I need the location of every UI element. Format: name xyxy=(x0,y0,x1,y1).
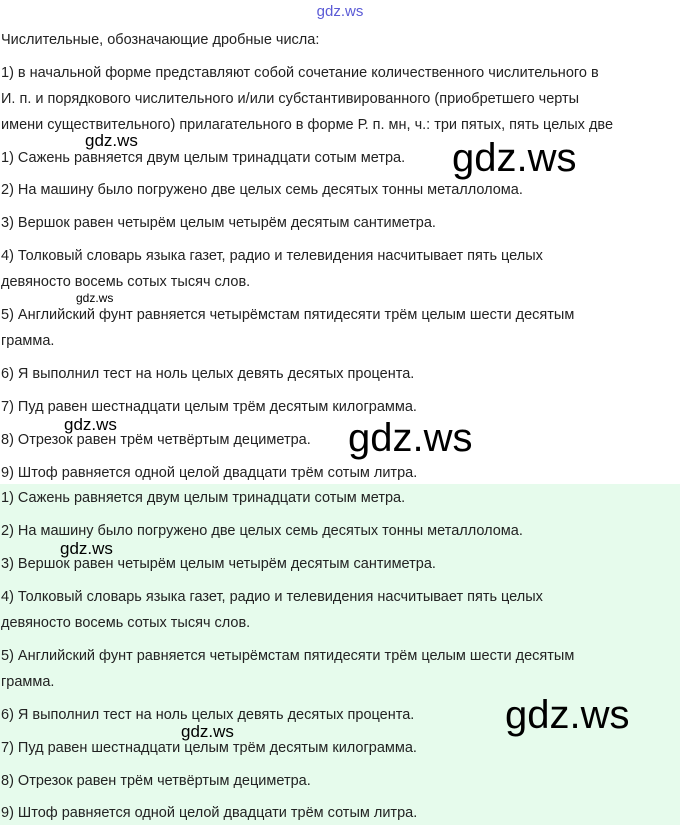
rule-line: И. п. и порядкового числительного и/или субстантивированного (приобретшего черты xyxy=(1,91,580,107)
rule-line: имени существительного) прилагательного в форме Р. п. мн, ч.: три пятых, пять целых две xyxy=(1,117,614,133)
answer-line: девяносто восемь сотых тысяч слов. xyxy=(1,615,251,631)
watermark: gdz.ws xyxy=(76,291,114,305)
task-line: 4) Толковый словарь языка газет, радио и телевидения насчитывает пять целых xyxy=(1,248,543,264)
answer-line: 5) Английский фунт равняется четырёмстам пятидесяти трём целым шести десятым xyxy=(1,648,575,664)
task-line: 3) Вершок равен четырём целым четырём десятым сантиметра. xyxy=(1,215,436,231)
watermark: gdz.ws xyxy=(64,415,117,434)
answer-line: 2) На машину было погружено две целых семь десятых тонны металлолома. xyxy=(1,523,523,539)
answer-line: 7) Пуд равен шестнадцати целым трём десятым килограмма. xyxy=(1,740,417,756)
task-line: 5) Английский фунт равняется четырёмстам пятидесяти трём целым шести десятым xyxy=(1,307,575,323)
watermark: gdz.ws xyxy=(505,693,630,737)
task-line: 1) Сажень равняется двум целым тринадцати сотым метра. xyxy=(1,150,406,166)
rule-line: 1) в начальной форме представляют собой сочетание количественного числительного в xyxy=(1,65,599,81)
watermark: gdz.ws xyxy=(60,539,113,558)
task-line: 6) Я выполнил тест на ноль целых девять десятых процента. xyxy=(1,366,415,382)
watermark: gdz.ws xyxy=(452,136,577,180)
answer-line: 6) Я выполнил тест на ноль целых девять десятых процента. xyxy=(1,707,415,723)
task-line: 9) Штоф равняется одной целой двадцати трём сотым литра. xyxy=(1,465,418,481)
task-line: 8) Отрезок равен трём четвёртым дециметра. xyxy=(1,432,311,448)
answer-line: 3) Вершок равен четырём целым четырём десятым сантиметра. xyxy=(1,556,436,572)
task-line: 7) Пуд равен шестнадцати целым трём десятым килограмма. xyxy=(1,399,417,415)
task-line: грамма. xyxy=(1,333,55,349)
answer-line: 8) Отрезок равен трём четвёртым дециметра. xyxy=(1,773,311,789)
task-line: девяносто восемь сотых тысяч слов. xyxy=(1,274,251,290)
answer-line: 9) Штоф равняется одной целой двадцати трём сотым литра. xyxy=(1,805,418,821)
intro-heading: Числительные, обозначающие дробные числа: xyxy=(1,32,320,48)
answer-line: грамма. xyxy=(1,674,55,690)
answer-line: 1) Сажень равняется двум целым тринадцати сотым метра. xyxy=(1,490,406,506)
watermark: gdz.ws xyxy=(348,416,473,460)
answer-line: 4) Толковый словарь языка газет, радио и телевидения насчитывает пять целых xyxy=(1,589,543,605)
site-link[interactable]: gdz.ws xyxy=(316,3,364,20)
task-line: 2) На машину было погружено две целых семь десятых тонны металлолома. xyxy=(1,182,523,198)
watermark: gdz.ws xyxy=(181,722,234,741)
watermark: gdz.ws xyxy=(85,131,138,150)
